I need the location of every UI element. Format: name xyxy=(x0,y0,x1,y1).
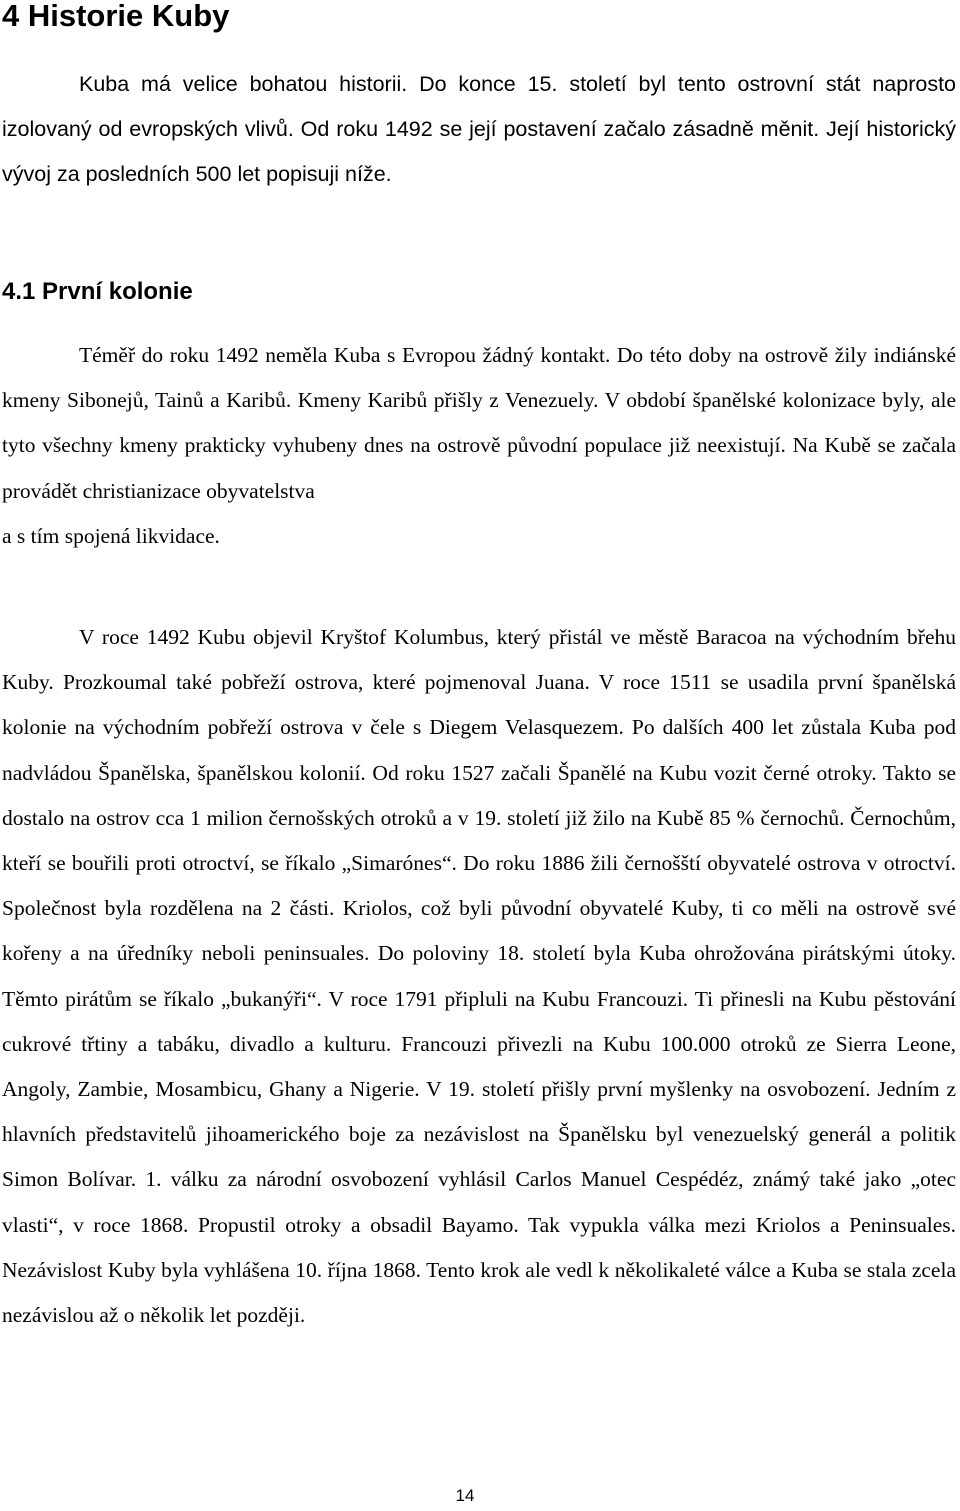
chapter-intro-paragraph: Kuba má velice bohatou historii. Do konce 15. století byl tento ostrovní stát naprosto izolovaný od evropských vlivů. Od roku 1492 se její postavení začalo zásadně měnit. Její historický vývoj za posledních 500 let popisuji níže. xyxy=(2,72,956,186)
section-title: 4.1 První kolonie xyxy=(2,278,193,305)
page-number: 14 xyxy=(455,1486,475,1505)
section-paragraph-1: Téměř do roku 1492 neměla Kuba s Evropou žádný kontakt. Do této doby na ostrově žily indiánské kmeny Sibonejů, Tainů a Karibů. Kmeny Karibů přišly z Venezuely. V období španělské kolonizace byly, ale tyto všechny kmeny prakticky vyhubeny dnes na ostrově původní populace již neexistují. Na Kubě se začala provádět christianizace obyvatelstva xyxy=(2,343,956,503)
chapter-title: 4 Historie Kuby xyxy=(2,0,230,33)
section-paragraph-1-continuation: a s tím spojená likvidace. xyxy=(2,523,220,548)
section-paragraph-1-block xyxy=(2,333,956,559)
section-paragraph-2: V roce 1492 Kubu objevil Kryštof Kolumbus, který přistál ve městě Baracoa na východním břehu Kuby. Prozkoumal také pobřeží ostrova, které pojmenoval Juana. V roce 1511 se usadila první španělská kolonie na východním pobřeží ostrova v čele s Diegem Velasquezem. Po dalších 400 let zůstala Kuba pod nadvládou Španělska, španělskou kolonií. Od roku 1527 začali Španělé na Kubu vozit černé otroky. Takto se dostalo na ostrov cca 1 milion černošských otroků a v 19. století již žilo na Kubě 85 % černochů. Černochům, kteří se bouřili proti otroctví, se říkalo „Simarónes“. Do roku 1886 žili černošští obyvatelé ostrova v otroctví. Společnost byla rozdělena na 2 části. Kriolos, což byli původní obyvatelé Kuby, ti co měli na ostrově své kořeny a na úředníky neboli peninsuales. Do poloviny 18. století byla Kuba ohrožována pirátskými útoky. Těmto pirátům se říkalo „bukanýři“. V roce 1791 připluli na Kubu Francouzi. Ti přinesli na Kubu pěstování cukrové třtiny a tabáku, divadlo a kulturu. Francouzi přivezli na Kubu 100.000 otroků ze Sierra Leone, Angoly, Zambie, Mosambicu, Ghany a Nigerie. V 19. století přišly první myšlenky na osvobození. Jedním z hlavních představitelů jihoamerického boje za nezávislost na Španělsku byl venezuelský generál a politik Simon Bolívar. 1. válku za národní osvobození vyhlásil Carlos Manuel Cespédéz, známý také jako „otec vlasti“, v roce 1868. Propustil otroky a obsadil Bayamo. Tak vypukla válka mezi Kriolos a Peninsuales. Nezávislost Kuby byla vyhlášena 10. října 1868. Tento krok ale vedl k několikaleté válce a Kuba se stala zcela nezávislou až o několik let později. xyxy=(2,625,956,1328)
section-paragraph-2-block xyxy=(2,615,956,1338)
